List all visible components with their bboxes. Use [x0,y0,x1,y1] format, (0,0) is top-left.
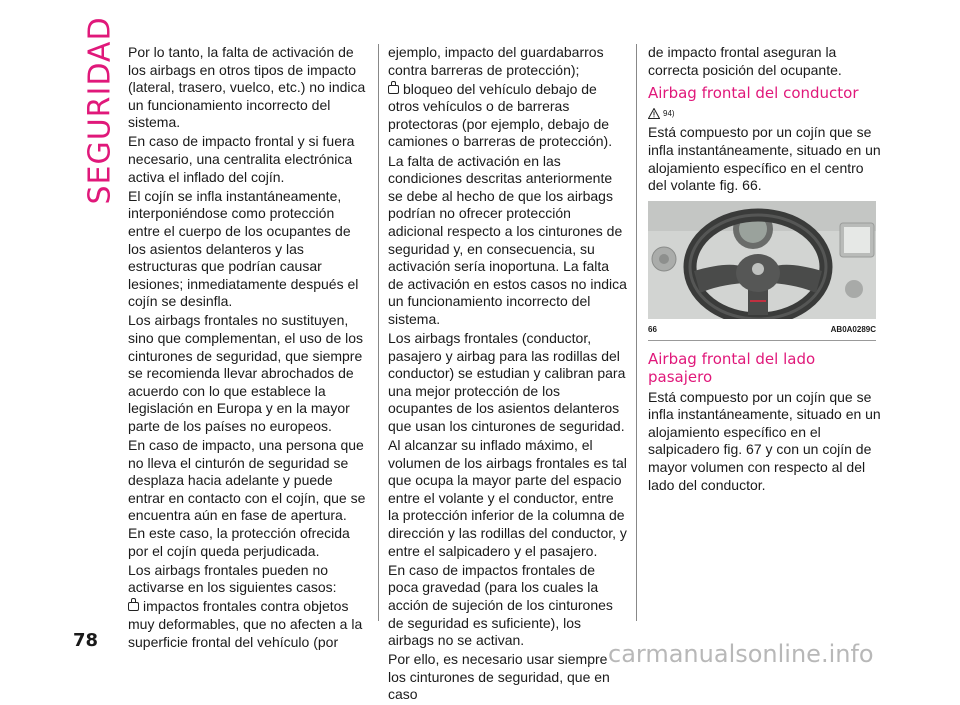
column-divider-1 [378,44,379,621]
column-divider-2 [636,44,637,621]
bullet-text: impactos frontales contra objetos muy deformables, que no afecten a la superficie frontal del vehículo (por [128,598,363,650]
text-column-3 [648,44,884,496]
text-column-1 [128,44,366,653]
paragraph: de impacto frontal aseguran la correcta posición del ocupante. [648,44,842,78]
section-heading-driver-airbag: Airbag frontal del conductor [648,84,859,103]
paragraph: Está compuesto por un cojín que se infla instantáneamente, situado en un alojamiento específico en el centro del volante fig. 66. [648,124,881,194]
paragraph: Los airbags frontales (conductor, pasajero y airbag para las rodillas del conductor) se estudian y calibran para una mejor protección de los ocupantes de los asientos delanteros que usan los cinturones de seguridad. [388,330,626,434]
paragraph: El cojín se infla instantáneamente, interponiéndose como protección entre el cuerpo de los ocupantes de los asientos delanteros y las estructuras que podrían causar lesiones; inmediatamente después el cojín se desinfla. [128,187,359,310]
paragraph: Los airbags frontales no sustituyen, sino que complementan, el uso de los cinturones de seguridad, que siempre se recomienda llevar abrochados de acuerdo con lo que establece la legislación en Europa y en la mayor parte de los países no europeos. [128,312,364,434]
paragraph: Por lo tanto, la falta de activación de los airbags en otros tipos de impacto (lateral, trasero, vuelco, etc.) no indica un funcionamiento incorrecto del sistema. [128,44,366,131]
bullet-item [128,598,366,651]
bullet-text: bloqueo del vehículo debajo de otros vehículos o de barreras protectoras (por ejemplo, debajo de camiones o barreras de protección). [388,80,613,150]
paragraph: En caso de impacto frontal y si fuera necesario, una centralita electrónica activa el inflado del cojín. [128,133,355,185]
paragraph: Por ello, es necesario usar siempre los cinturones de seguridad, que en caso [388,651,610,703]
text-column-2 [388,44,628,705]
warning-ref-number: 94) [663,108,675,118]
paragraph: Está compuesto por un cojín que se infla instantáneamente, situado en un alojamiento específico en el salpicadero fig. 67 y con un cojín de mayor volumen con respecto al del lado del conductor. [648,388,881,493]
page-number: 78 [73,630,99,651]
paragraph: La falta de activación en las condiciones descritas anteriormente se debe al hecho de que los airbags podrían no ofrecer protección adicional respecto a los cinturones de seguridad y, en consecuencia, su activación sería inoportuna. La falta de activación en estos casos no indica un funcionamiento incorrecto del sistema. [388,152,627,327]
bullet-item [388,81,628,151]
paragraph: ejemplo, impacto del guardabarros contra barreras de protección); [388,44,604,78]
paragraph: En caso de impacto, una persona que no lleva el cinturón de seguridad se desplaza hacia adelante y puede entrar en contacto con el cojín, que se encuentra aún en fase de apertura. En este caso, la protección ofrecida por el cojín queda perjudicada. [128,437,366,559]
figure-66 [648,201,876,342]
warning-triangle-icon [648,108,660,119]
figure-number: 66 [648,324,657,334]
bullet-icon [388,85,399,94]
paragraph: Al alcanzar su inflado máximo, el volumen de los airbags frontales es tal que ocupa la mayor parte del espacio entre el volante y el conductor, entre la protección inferior de la columna de dirección y las rodillas del conductor, y entre el salpicadero y el pasajero. [388,437,627,559]
section-heading-passenger-airbag: Airbag frontal del lado pasajero [648,350,816,386]
figure-code: AB0A0289C [830,324,876,334]
watermark: carmanualsonline.info [608,640,874,668]
warning-reference [648,105,884,123]
steering-wheel-image [648,201,876,319]
bullet-icon [128,602,139,611]
paragraph: En caso de impactos frontales de poca gravedad (para los cuales la acción de sujeción de los cinturones de seguridad es suficiente), los airbags no se activan. [388,561,613,649]
section-title-vertical [80,15,120,205]
section-title-text: SEGURIDAD [82,15,118,205]
paragraph: Los airbags frontales pueden no activarse en los siguientes casos: [128,561,337,596]
